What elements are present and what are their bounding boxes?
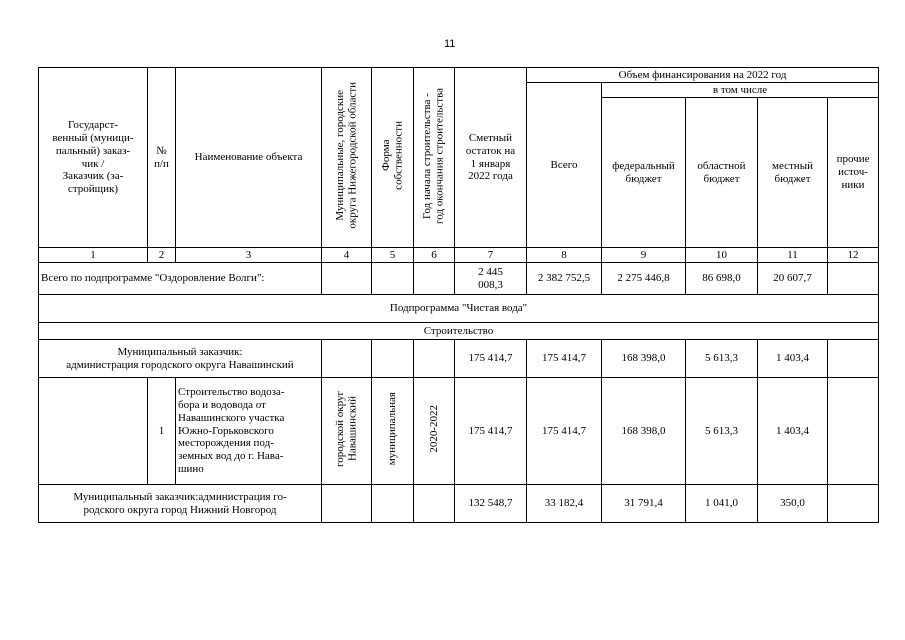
empty-cell xyxy=(372,340,414,378)
empty-cell xyxy=(322,340,372,378)
customer-total: 33 182,4 xyxy=(527,485,602,523)
section-row xyxy=(39,323,879,340)
empty-cell xyxy=(372,485,414,523)
column-number: 4 xyxy=(322,248,372,263)
customer-local: 350,0 xyxy=(758,485,828,523)
empty-cell xyxy=(414,263,455,295)
object-local: 1 403,4 xyxy=(758,378,828,485)
total-row xyxy=(39,263,879,295)
header-local: местный бюджет xyxy=(758,98,828,248)
subprogram-row xyxy=(39,295,879,323)
column-number: 3 xyxy=(176,248,322,263)
customer-estimate: 175 414,7 xyxy=(455,340,527,378)
total-all: 2 382 752,5 xyxy=(527,263,602,295)
total-regional: 86 698,0 xyxy=(686,263,758,295)
header-district: Муниципальные, городские округа Нижегородской области xyxy=(322,68,372,248)
header-number: № п/п xyxy=(148,68,176,248)
financing-table xyxy=(38,67,879,523)
customer-row xyxy=(39,340,879,378)
total-estimate: 2 445 008,3 xyxy=(455,263,527,295)
column-number: 6 xyxy=(414,248,455,263)
customer-local: 1 403,4 xyxy=(758,340,828,378)
header-total: Всего xyxy=(527,83,602,248)
column-number: 8 xyxy=(527,248,602,263)
object-federal: 168 398,0 xyxy=(602,378,686,485)
header-funding-group: Объем финансирования на 2022 год xyxy=(527,68,879,83)
empty-cell xyxy=(828,378,879,485)
page-number: 11 xyxy=(444,38,456,50)
empty-cell xyxy=(414,340,455,378)
customer-estimate: 132 548,7 xyxy=(455,485,527,523)
empty-cell xyxy=(372,263,414,295)
total-label: Всего по подпрограмме "Оздоровление Волги": xyxy=(39,263,322,295)
column-number: 1 xyxy=(39,248,148,263)
header-federal: федеральный бюджет xyxy=(602,98,686,248)
total-federal: 2 275 446,8 xyxy=(602,263,686,295)
subprogram-title: Подпрограмма "Чистая вода" xyxy=(39,295,879,323)
empty-cell xyxy=(414,485,455,523)
object-total: 175 414,7 xyxy=(527,378,602,485)
empty-cell xyxy=(322,485,372,523)
customer-regional: 5 613,3 xyxy=(686,340,758,378)
customer-label: Муниципальный заказчик: администрация городского округа Навашинский xyxy=(39,340,322,378)
total-other xyxy=(828,263,879,295)
object-row xyxy=(39,378,879,485)
header-object-name: Наименование объекта xyxy=(176,68,322,248)
empty-cell xyxy=(828,340,879,378)
column-number: 5 xyxy=(372,248,414,263)
column-numbers-row xyxy=(39,248,879,263)
header-other: прочие источ- ники xyxy=(828,98,879,248)
column-number: 7 xyxy=(455,248,527,263)
total-local: 20 607,7 xyxy=(758,263,828,295)
empty-cell xyxy=(828,485,879,523)
customer-federal: 31 791,4 xyxy=(602,485,686,523)
object-estimate: 175 414,7 xyxy=(455,378,527,485)
column-number: 10 xyxy=(686,248,758,263)
section-title: Строительство xyxy=(39,323,879,340)
object-regional: 5 613,3 xyxy=(686,378,758,485)
customer-total: 175 414,7 xyxy=(527,340,602,378)
column-number: 11 xyxy=(758,248,828,263)
header-ownership: Форма собственности xyxy=(372,68,414,248)
customer-row xyxy=(39,485,879,523)
header-regional: областной бюджет xyxy=(686,98,758,248)
object-number: 1 xyxy=(148,378,176,485)
customer-regional: 1 041,0 xyxy=(686,485,758,523)
header-including: в том числе xyxy=(602,83,879,98)
empty-cell xyxy=(322,263,372,295)
column-number: 2 xyxy=(148,248,176,263)
header-customer: Государст- венный (муници- пальный) заказ- чик / Заказчик (за- стройщик) xyxy=(39,68,148,248)
object-district: городской округ Навашинский xyxy=(322,378,372,485)
object-name: Строительство водоза- бора и водовода от Навашинского участка Южно-Горьковского месторождения под- земных вод до г. Нава- шино xyxy=(176,378,322,485)
column-number: 12 xyxy=(828,248,879,263)
customer-label: Муниципальный заказчик:администрация го- родского округа город Нижний Новгород xyxy=(39,485,322,523)
object-ownership: муниципальная xyxy=(372,378,414,485)
header-estimate-balance: Сметный остаток на 1 января 2022 года xyxy=(455,68,527,248)
header-years: Год начала строительства - год окончания строительства xyxy=(414,68,455,248)
object-years: 2020-2022 xyxy=(414,378,455,485)
column-number: 9 xyxy=(602,248,686,263)
customer-federal: 168 398,0 xyxy=(602,340,686,378)
empty-cell xyxy=(39,378,148,485)
header-row-1 xyxy=(39,68,879,83)
